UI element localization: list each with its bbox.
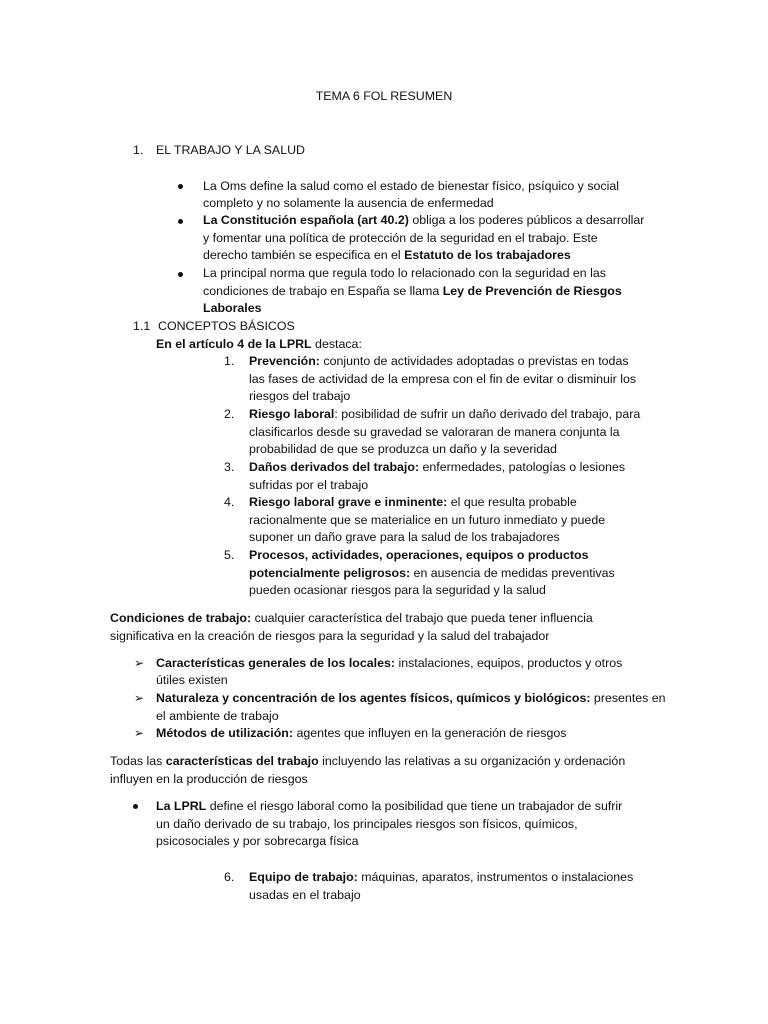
paragraph: significativa en la creación de riesgos para la seguridad y la salud del trabajador (110, 629, 550, 643)
arrow-item: el ambiente de trabajo (156, 709, 279, 723)
item-number: 4. (224, 495, 235, 509)
arrow-bullet-icon: ➢ (134, 726, 145, 740)
list-item: usadas en el trabajo (249, 888, 361, 902)
list-item: Prevención: conjunto de actividades adoptadas o previstas en todas (249, 354, 629, 368)
bullet-text: Laborales (203, 301, 262, 315)
list-item: riesgos del trabajo (249, 389, 351, 403)
list-item: Riesgo laboral: posibilidad de sufrir un daño derivado del trabajo, para (249, 407, 641, 421)
list-item: potencialmente peligrosos: en ausencia de medidas preventivas (249, 566, 615, 580)
list-item: sufridas por el trabajo (249, 478, 369, 492)
arrow-item: Características generales de los locales: instalaciones, equipos, productos y otros (156, 656, 623, 670)
list-item: Riesgo laboral grave e inminente: el que resulta probable (249, 495, 577, 509)
bullet-text: condiciones de trabajo en España se llama Ley de Prevención de Riesgos (203, 284, 622, 298)
arrow-bullet-icon: ➢ (134, 691, 145, 705)
bullet-icon (178, 184, 183, 189)
section-number: 1. (133, 143, 144, 157)
bullet-text: derecho también se especifica en el Estatuto de los trabajadores (203, 248, 571, 262)
item-number: 5. (224, 548, 235, 562)
item-number: 3. (224, 460, 235, 474)
bullet-icon (178, 272, 183, 277)
list-item: racionalmente que se materialice en un futuro inmediato y puede (249, 513, 606, 527)
item-number: 1. (224, 354, 235, 368)
paragraph: Todas las características del trabajo incluyendo las relativas a su organización y ordenación (110, 754, 626, 768)
list-item: suponer un daño grave para la salud de los trabajadores (249, 530, 560, 544)
bullet-text: La principal norma que regula todo lo relacionado con la seguridad en las (203, 266, 606, 280)
arrow-bullet-icon: ➢ (134, 656, 145, 670)
bullet-text: La LPRL define el riesgo laboral como la posibilidad que tiene un trabajador de sufrir (156, 799, 623, 813)
bullet-icon (133, 804, 138, 809)
paragraph: Condiciones de trabajo: cualquier característica del trabajo que pueda tener influencia (110, 611, 593, 625)
item-number: 2. (224, 407, 235, 421)
paragraph: influyen en la producción de riesgos (110, 772, 308, 786)
arrow-item: útiles existen (156, 673, 228, 687)
item-number: 6. (224, 870, 235, 884)
section-heading: CONCEPTOS BÁSICOS (158, 319, 295, 333)
bullet-text: completo y no solamente la ausencia de enfermedad (203, 196, 494, 210)
bullet-text: La Constitución española (art 40.2) obliga a los poderes públicos a desarrollar (203, 213, 645, 227)
bullet-text: un daño derivado de su trabajo, los principales riesgos son físicos, químicos, (156, 817, 578, 831)
arrow-item: Naturaleza y concentración de los agentes físicos, químicos y biológicos: presentes en (156, 691, 666, 705)
page-title: TEMA 6 FOL RESUMEN (315, 89, 453, 103)
bullet-text: psicosociales y por sobrecarga física (156, 834, 359, 848)
list-item: las fases de actividad de la empresa con el fin de evitar o disminuir los (249, 372, 637, 386)
list-item: clasificarlos desde su gravedad se valoraran de manera conjunta la (249, 425, 620, 439)
list-item: Daños derivados del trabajo: enfermedades, patologías o lesiones (249, 460, 626, 474)
intro-text: En el artículo 4 de la LPRL destaca: (156, 337, 362, 351)
section-heading: EL TRABAJO Y LA SALUD (156, 143, 305, 157)
arrow-item: Métodos de utilización: agentes que influyen en la generación de riesgos (156, 726, 567, 740)
list-item: probabilidad de que se produzca un daño y la severidad (249, 442, 557, 456)
list-item: pueden ocasionar riesgos para la seguridad y la salud (249, 583, 546, 597)
list-item: Procesos, actividades, operaciones, equipos o productos (249, 548, 589, 562)
bullet-icon (178, 219, 183, 224)
bullet-text: La Oms define la salud como el estado de bienestar físico, psíquico y social (203, 179, 619, 193)
section-number: 1.1 (133, 319, 151, 333)
bullet-text: y fomentar una política de protección de la seguridad en el trabajo. Este (203, 231, 598, 245)
list-item: Equipo de trabajo: máquinas, aparatos, instrumentos o instalaciones (249, 870, 634, 884)
